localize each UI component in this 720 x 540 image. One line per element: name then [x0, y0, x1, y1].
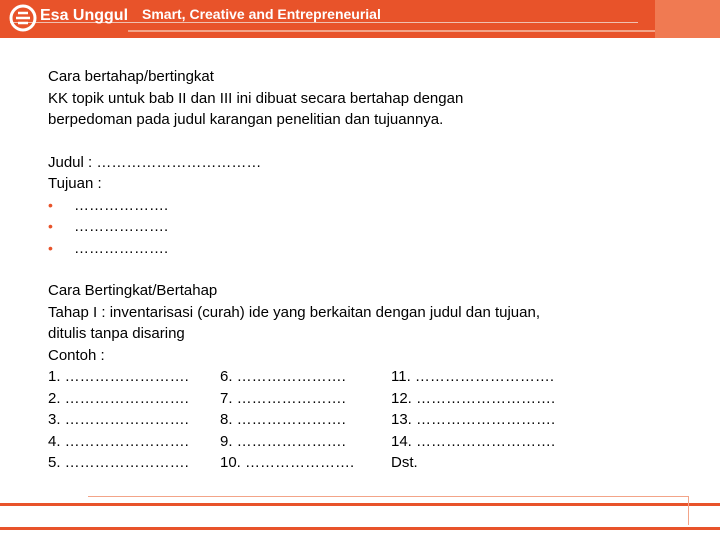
list-item: 10. ………………….: [220, 454, 355, 471]
bullet-item: [48, 195, 698, 217]
bullet-item: [48, 238, 698, 260]
spacer: [48, 259, 698, 280]
header-divider: [128, 30, 656, 32]
list-item: 13. ……………………….: [391, 411, 556, 428]
bullet-icon: •: [48, 239, 53, 256]
tahap-line-1: Tahap I : inventarisasi (curah) ide yang berkaitan dengan judul dan tujuan,: [48, 303, 540, 321]
header-corner-block: [655, 0, 720, 38]
bullet-text: ……………….: [74, 239, 169, 257]
header-tagline: Smart, Creative and Entrepreneurial: [142, 6, 381, 22]
list-item: 14. ……………………….: [391, 432, 556, 450]
list-item: 2. …………………….: [48, 389, 189, 407]
intro-line-1: Cara bertahap/bertingkat: [48, 68, 214, 85]
list-item: 9. ………………….: [220, 432, 346, 450]
footer-line-bottom: [0, 527, 720, 530]
contoh-label: Contoh :: [48, 346, 105, 364]
list-item: 12. ……………………….: [391, 389, 556, 407]
numbered-list-grid: [48, 366, 698, 474]
list-item: 5. …………………….: [48, 454, 189, 471]
slide-content: [48, 66, 698, 474]
list-item: 6. ………………….: [220, 368, 346, 385]
list-item: 7. ………………….: [220, 389, 346, 407]
list-item: 11. ……………………….: [391, 368, 555, 385]
spacer: [48, 131, 698, 152]
tahap-line-2: ditulis tanpa disaring: [48, 325, 185, 342]
bullet-text: ……………….: [74, 196, 169, 214]
list-item: 8. ………………….: [220, 411, 346, 428]
section-title: Cara Bertingkat/Bertahap: [48, 282, 218, 299]
list-item: Dst.: [391, 454, 418, 471]
bullet-item: [48, 216, 698, 238]
bullet-icon: •: [48, 218, 53, 234]
bullet-text: ……………….: [74, 218, 169, 235]
intro-line-2: KK topik untuk bab II dan III ini dibuat secara bertahap dengan: [48, 89, 464, 107]
list-item: 3. …………………….: [48, 411, 189, 428]
intro-line-3: berpedoman pada judul karangan penelitian dan tujuannya.: [48, 111, 444, 128]
logo-text: Esa Unggul: [40, 7, 129, 24]
list-item: 1. …………………….: [48, 368, 189, 385]
footer-frame: [88, 496, 689, 525]
bullet-icon: •: [48, 196, 53, 213]
judul-line: Judul : ……………………………: [48, 153, 262, 171]
tujuan-line: Tujuan :: [48, 175, 102, 192]
list-item: 4. …………………….: [48, 432, 189, 450]
